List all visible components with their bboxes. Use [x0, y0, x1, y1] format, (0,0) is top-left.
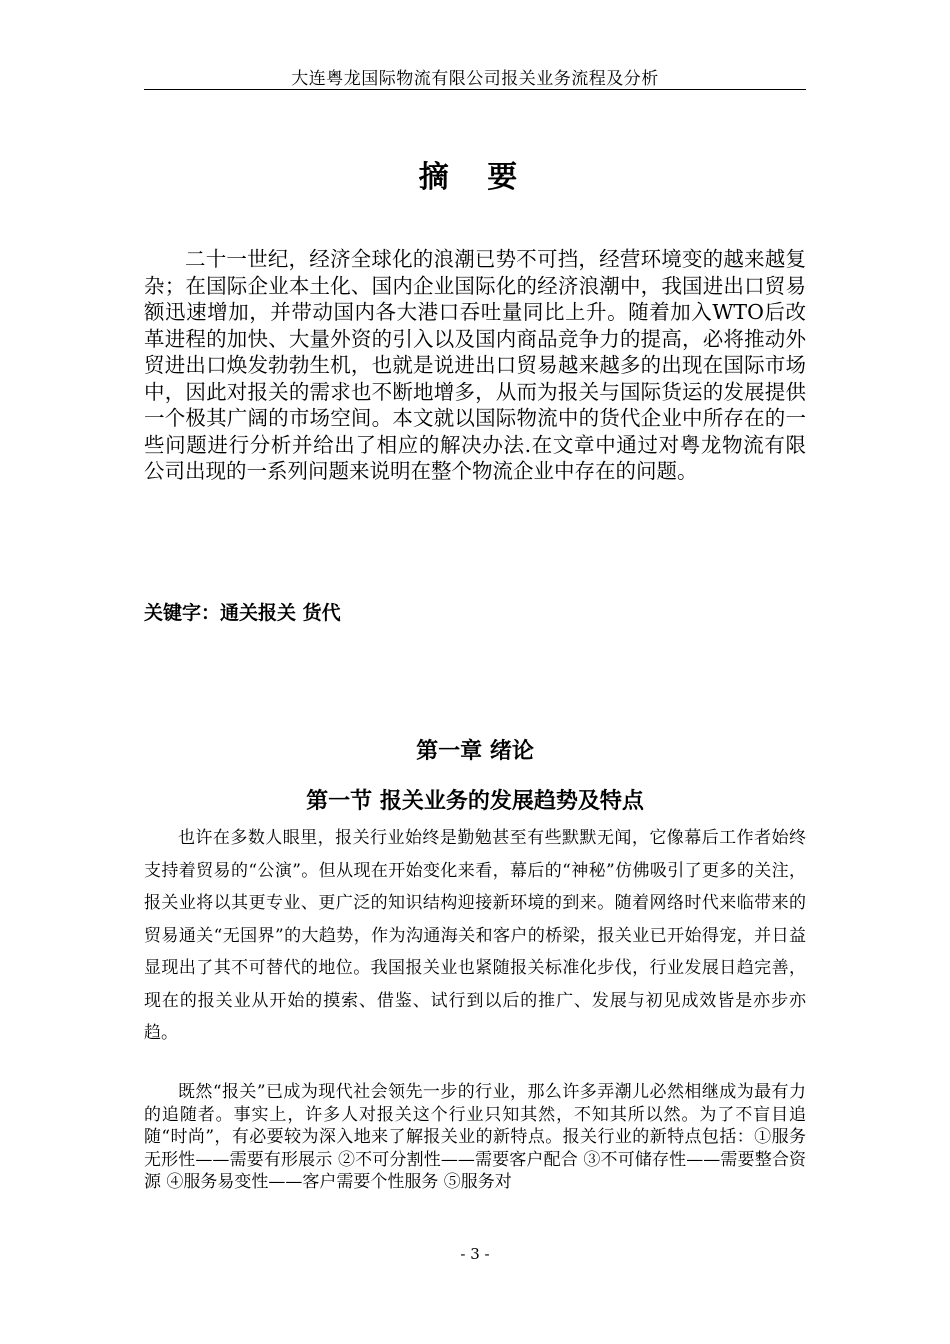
- abstract-text: 二十一世纪，经济全球化的浪潮已势不可挡，经营环境变的越来越复杂；在国际企业本土化、国内企业国际化的经济浪潮中，我国进出口贸易额迅速增加，并带动国内各大港口吞吐量同比上升。随着加入WTO后改革进程的加快、大量外资的引入以及国内商品竞争力的提高，必将推动外贸进出口焕发勃勃生机，也就是说进出口贸易越来越多的出现在国际市场中，因此对报关的需求也不断地增多，从而为报关与国际货运的发展提供一个极其广阔的市场空间。本文就以国际物流中的货代企业中所存在的一些问题进行分析并给出了相应的解决办法.在文章中通过对粤龙物流有限公司出现的一系列问题来说明在整个物流企业中存在的问题。: [144, 247, 806, 483]
- keywords: 关键字：通关报关 货代: [144, 602, 341, 624]
- body-paragraph: 也许在多数人眼里，报关行业始终是勤勉甚至有些默默无闻，它像幕后工作者始终支持着贸易的“公演”。但从现在开始变化来看，幕后的“神秘”仿佛吸引了更多的关注，报关业将以其更专业、更广泛的知识结构迎接新环境的到来。随着网络时代来临带来的贸易通关“无国界”的大趋势，作为沟通海关和客户的桥梁，报关业已开始得宠，并日益显现出了其不可替代的地位。我国报关业也紧随报关标准化步伐，行业发展日趋完善，现在的报关业从开始的摸索、借鉴、试行到以后的推广、发展与初见成效皆是亦步亦趋。: [144, 828, 806, 1043]
- abstract-title: 摘 要: [418, 160, 532, 195]
- running-header: 大连粤龙国际物流有限公司报关业务流程及分析: [291, 69, 659, 89]
- chapter-title: 第一章 绪论: [416, 738, 534, 764]
- header-divider: [144, 89, 806, 90]
- page-number: - 3 -: [460, 1245, 490, 1263]
- section-title: 第一节 报关业务的发展趋势及特点: [306, 788, 644, 814]
- body-paragraph: 既然“报关”已成为现代社会领先一步的行业，那么许多弄潮儿必然相继成为最有力的追随者。事实上，许多人对报关这个行业只知其然，不知其所以然。为了不盲目追随“时尚”，有必要较为深入地来了解报关业的新特点。报关行业的新特点包括：①服务无形性——需要有形展示 ②不可分割性——需要客户配合 ③不可储存性——需要整合资源 ④服务易变性——客户需要个性服务 ⑤服务对: [144, 1082, 806, 1192]
